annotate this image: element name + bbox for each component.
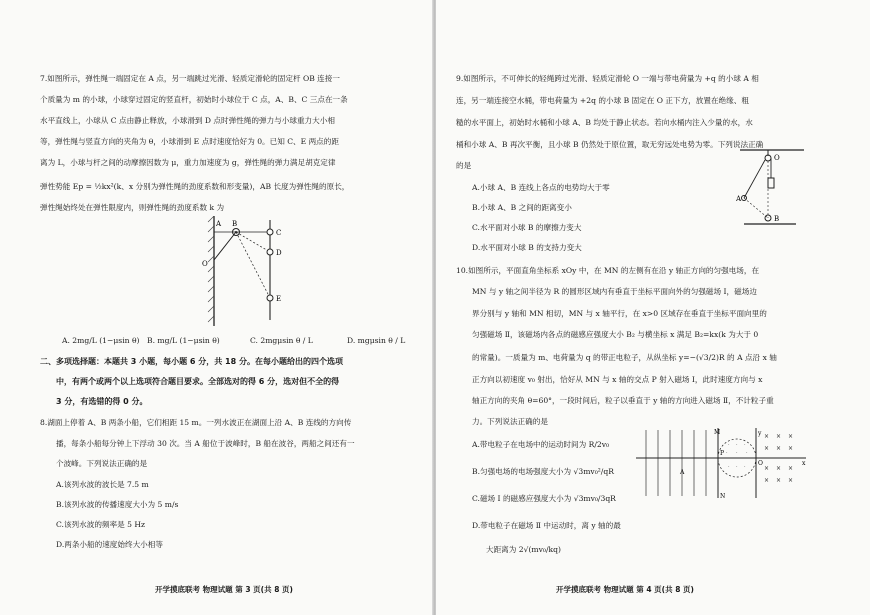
q7-option-d: D. mgμsin θ / L [347,336,406,345]
page-footer: 开学摸底联考 物理试题 第 4 页(共 8 页) [556,585,694,594]
q8-option-c: C.该列水波的频率是 5 Hz [56,520,145,529]
svg-text:·: · [726,450,728,456]
label-y: y [758,430,762,437]
q10-line: 匀强磁场 Ⅱ，该磁场内各点的磁感应强度大小 B₂ 与横坐标 x 满足 B₂=kx(k 为大于 0 [472,330,759,339]
label-C: C [276,229,282,237]
label-P: P [720,450,725,457]
q10-option-d-cont: 大距离为 2√(mv₀/kq) [486,545,561,554]
section-heading: 3 分，有选错的得 0 分。 [56,397,148,406]
section-heading: 二、多项选择题：本题共 3 小题，每小题 6 分，共 18 分。在每小题给出的四个选项 [40,357,343,366]
q10-line: MN 与 y 轴之间半径为 R 的圆形区域内有垂直于坐标平面向外的匀强磁场 Ⅰ，磁场边 [472,287,757,296]
q7-line: 等，弹性绳与竖直方向的夹角为 θ，小球滑到 E 点时速度恰好为 0。已知 C、E 两点的距 [40,137,339,146]
exam-page-4 [436,0,870,615]
label-M: M [714,429,721,436]
q9-line: 连，另一端连接空水桶，带电荷量为 +2q 的小球 B 固定在 O 正下方，放置在绝缘、粗 [456,96,749,105]
svg-text:·: · [736,442,738,448]
svg-text:·: · [728,442,730,448]
q8-option-a: A.该列水波的波长是 7.5 m [56,480,149,489]
label-B: B [232,220,238,228]
q8-line: 播，每条小船每分钟上下浮动 30 次。当 A 船位于波峰时，B 船在波谷，两船之间还有一 [56,439,355,448]
label-O: O [202,260,208,268]
svg-text:·: · [736,464,738,470]
q9-line: 的是 [456,161,472,170]
q10-line: 10.如图所示，平面直角坐标系 xOy 中，在 MN 的左侧有在沿 y 轴正方向的匀强电场，在 [456,266,760,275]
q9-line: 9.如图所示，不可伸长的轻绳跨过光滑、轻质定滑轮 O 一端与带电荷量为 +q 的小球 A 相 [456,74,759,83]
q7-line: 弹性绳始终处在弹性限度内，则弹性绳的劲度系数 k 为 [40,203,225,212]
svg-text:×: × [788,477,794,484]
q8-option-d: D.两条小船的速度始终大小相等 [56,540,163,549]
svg-text:·: · [744,464,746,470]
section-heading: 中，有两个或两个以上选项符合题目要求。全部选对的得 6 分，选对但不全的得 [56,377,340,386]
label-D: D [276,249,282,257]
q7-option-a: A. 2mg/L (1−μsin θ) [62,336,140,345]
q9-option-b: B.小球 A、B 之间的距离变小 [472,203,572,212]
q9-line: 桶和小球 A、B 再次平衡，且小球 B 仍然处于原位置，取无穷远处电势为零。下列说法正确 [456,140,764,149]
q7-line: 个质量为 m 的小球，小球穿过固定的竖直杆，初始时小球位于 C 点，A、B、C 三点在一条 [40,95,348,104]
svg-text:×: × [788,433,794,440]
q7-option-b: B. mg/L (1−μsin θ) [147,336,220,345]
svg-text:×: × [788,465,794,472]
q8-line: 个波峰。下列说法正确的是 [56,459,148,468]
svg-text:·: · [728,464,730,470]
q7-line: 离为 L，小球与杆之间的动摩擦因数为 μ，重力加速度为 g，弹性绳的弹力满足胡克定律 [40,158,336,167]
page-footer: 开学摸底联考 物理试题 第 3 页(共 8 页) [155,585,293,594]
svg-text:×: × [776,477,782,484]
q7-line: 7.如图所示，弹性绳一端固定在 A 点，另一端跳过光滑、轻质定滑轮的固定杆 OB 连接一 [40,74,340,83]
q10-option-a: A.带电粒子在电场中的运动时间为 R/2v₀ [472,440,610,449]
q10-line: 的常量)。一质量为 m、电荷量为 q 的带正电粒子，从纵坐标 y=−(√3/2)R 的 A 点沿 x 轴 [472,353,777,362]
svg-text:·: · [744,442,746,448]
q9-option-a: A.小球 A、B 连线上各点的电势均大于零 [472,183,610,192]
label-x: x [802,460,806,467]
svg-text:×: × [788,445,794,452]
svg-text:×: × [764,433,770,440]
q9-option-d: D.水平面对小球 B 的支持力变大 [472,243,582,252]
q7-line: 弹性势能 Ep = ½kx²(k、x 分别为弹性绳的劲度系数和形变量)，AB 长度为弹性绳的原长， [40,182,350,191]
q8-option-b: B.该列水波的传播速度大小为 5 m/s [56,500,179,509]
q7-option-c: C. 2mgμsin θ / L [250,336,313,345]
q10-line: 力。下列说法正确的是 [472,417,548,426]
svg-text:×: × [764,465,770,472]
label-A: A [216,220,222,228]
q10-option-d: D.带电粒子在磁场 Ⅱ 中运动时，离 y 轴的最 [472,521,621,530]
svg-text:·: · [746,450,748,456]
label-E: E [276,295,282,303]
svg-text:×: × [776,445,782,452]
q10-option-b: B.匀强电场的电场强度大小为 √3mv₀²/qR [472,467,614,476]
label-B: B [774,215,780,223]
svg-text:×: × [764,477,770,484]
q10-diagram [636,428,811,500]
label-A: A [680,469,685,476]
q9-line: 糙的水平面上，初始时水桶和小球 A、B 均处于静止状态。若向水桶内注入少量的水，水 [456,118,753,127]
q10-line: 界分别与 y 轴和 MN 相切，MN 与 x 轴平行，在 x>0 区域存在垂直于坐标平面向里的 [472,309,767,318]
q7-line: 水平直线上，小球从 C 点由静止释放，小球滑到 D 点时弹性绳的弹力与小球重力大小相 [40,116,335,125]
svg-text:×: × [776,433,782,440]
q10-option-c: C.磁场 Ⅰ 的磁感应强度大小为 √3mv₀/3qR [472,494,616,503]
label-N: N [720,493,726,500]
q9-option-c: C.水平面对小球 B 的摩擦力变大 [472,223,582,232]
exam-page-3 [0,0,434,615]
svg-text:×: × [776,465,782,472]
q8-line: 8.湖面上停着 A、B 两条小船，它们相距 15 m。一列水波正在湖面上沿 A、B 连线的方向传 [40,418,352,427]
label-A: A [736,195,742,203]
q9-diagram [736,148,806,230]
label-O: O [774,154,780,162]
svg-text:×: × [764,445,770,452]
q10-line: 轴正方向的夹角 θ=60°，一段时间后，粒子以垂直于 y 轴的方向进入磁场 Ⅱ，不计粒子重 [472,396,774,405]
q7-diagram [200,216,290,328]
q10-line: 正方向以初速度 v₀ 射出，恰好从 MN 与 x 轴的交点 P 射入磁场 Ⅰ，此时速度方向与 x [472,375,763,384]
label-O: O [758,460,763,467]
svg-text:·: · [736,450,738,456]
